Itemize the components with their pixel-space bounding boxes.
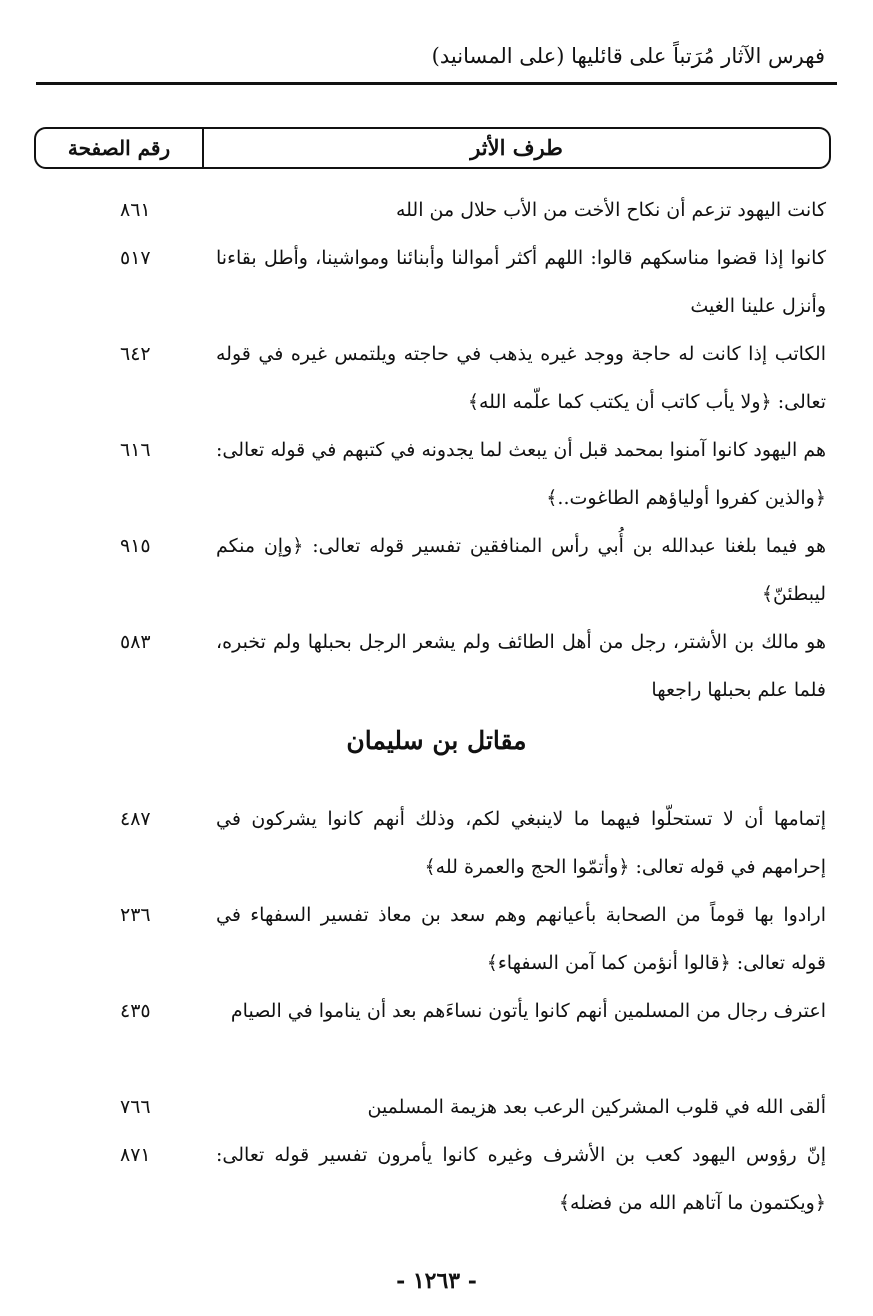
entry-page-number: ٨٧١ [120,1144,151,1166]
column-page-header: رقم الصفحة [36,129,204,167]
list-item [36,987,826,1083]
entry-page-number: ٤٣٥ [120,1000,151,1022]
entry-page-number: ٥٨٣ [120,631,151,653]
entry-page-number: ٩١٥ [120,535,151,557]
list-item [36,1131,826,1227]
entry-page-number: ٤٨٧ [120,808,151,830]
list-item [36,795,826,891]
entry-text: ألقى الله في قلوب المشركين الرعب بعد هزيمة المسلمين [367,1096,826,1118]
list-item [36,1083,826,1131]
entry-text: كانت اليهود تزعم أن نكاح الأخت من الأب حلال من الله [395,199,826,221]
entry-text: اعترف رجال من المسلمين أنهم كانوا يأتون نساءَهم بعد أن يناموا في الصيام [230,1000,826,1022]
entry-page-number: ٢٣٦ [120,904,151,926]
list-item [36,618,826,714]
entry-text: كانوا إذا قضوا مناسكهم قالوا: اللهم أكثر أموالنا وأبنائنا ومواشينا، وأطل بقاءنا وأنزل علينا الغيث [216,247,826,317]
entries-list [36,795,826,1227]
page-number: - ١٢٦٣ - [396,1268,477,1294]
entry-text: الكاتب إذا كانت له حاجة ووجد غيره يذهب في حاجته ويلتمس غيره في قوله تعالى: ﴿ولا يأب كاتب أن يكتب كما علّمه الله﴾ [216,343,826,413]
column-title-header: طرف الأثر [470,135,563,160]
entry-text: ارادوا بها قوماً من الصحابة بأعيانهم وهم سعد بن معاذ تفسير السفهاء في قوله تعالى: ﴿قالوا أنؤمن كما آمن السفهاء﴾ [216,904,826,974]
list-item [36,426,826,522]
entry-page-number: ٦٤٢ [120,343,151,365]
entry-page-number: ٥١٧ [120,247,151,269]
column-header [34,127,831,169]
entry-text: إتمامها أن لا تستحلّوا فيهما ما لاينبغي لكم، وذلك أنهم كانوا يشركون في إحرامهم في قوله تعالى: ﴿وأتمّوا الحج والعمرة لله﴾ [216,808,826,878]
entry-text: هو مالك بن الأشتر، رجل من أهل الطائف ولم يشعر الرجل بحبلها ولم تخبره، فلما علم بحبلها راجعها [216,631,826,701]
list-item [36,186,826,234]
entry-page-number: ٧٦٦ [120,1096,151,1118]
entry-text: إنّ رؤوس اليهود كعب بن الأشرف وغيره كانوا يأمرون تفسير قوله تعالى: ﴿ويكتمون ما آتاهم الله من فضله﴾ [216,1144,826,1214]
entries-list [36,186,826,714]
entry-text: هو فيما بلغنا عبدالله بن أُبي رأس المنافقين تفسير قوله تعالى: ﴿وإن منكم ليبطئنّ﴾ [216,535,826,605]
list-item [36,330,826,426]
entry-page-number: ٨٦١ [120,199,151,221]
entry-page-number: ٦١٦ [120,439,151,461]
entry-text: هم اليهود كانوا آمنوا بمحمد قبل أن يبعث لما يجدونه في كتبهم في قوله تعالى: ﴿والذين كفروا أولياؤهم الطاغوت..﴾ [216,439,826,509]
header-rule [36,82,837,85]
section-heading: مقاتل بن سليمان [346,726,527,755]
list-item [36,522,826,618]
list-item [36,234,826,330]
running-title: فهرس الآثار مُرَتباً على قائليها (على المسانيد) [431,44,825,68]
list-item [36,891,826,987]
